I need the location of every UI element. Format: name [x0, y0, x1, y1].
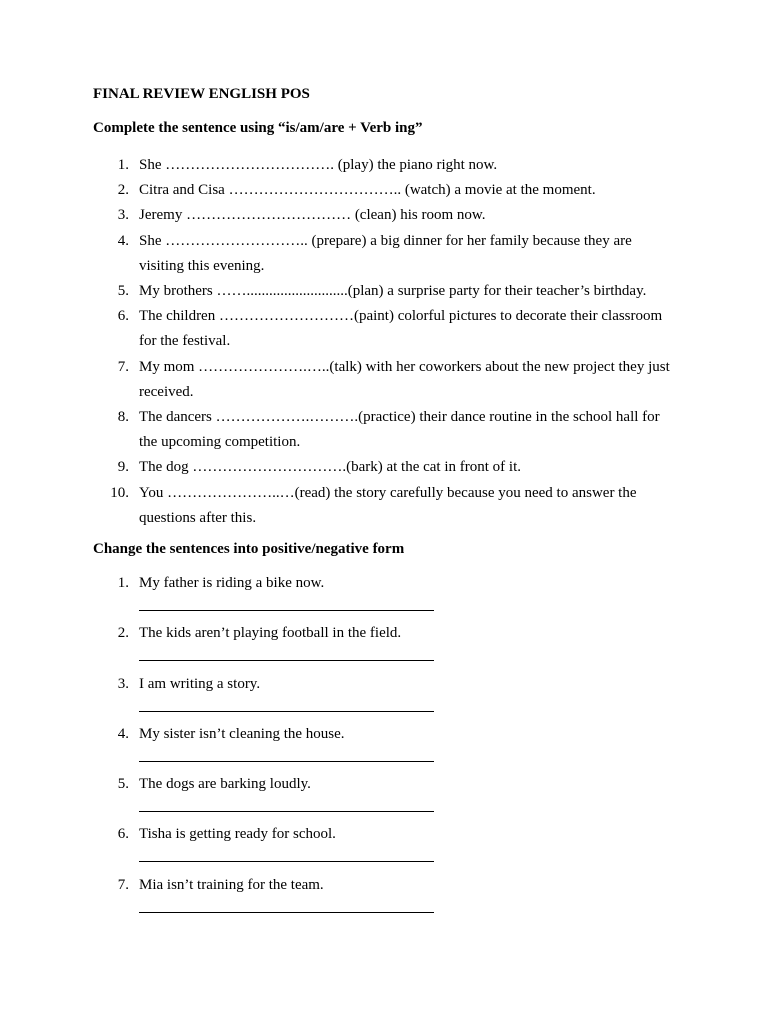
- exercise-item: [0, 304, 768, 354]
- answer-line: [139, 711, 434, 712]
- item-number: 7.: [117, 876, 129, 893]
- item-number: 1.: [117, 157, 129, 173]
- item-number: 4.: [117, 725, 129, 742]
- exercise-item: [0, 355, 768, 405]
- item-number: 7.: [117, 358, 129, 375]
- item-number: 2.: [117, 625, 129, 642]
- item-sentence: The dancers ……………….……….(practice) their dance routine in the school hall for the upcoming competition.: [139, 409, 660, 451]
- item-sentence: The dogs are barking loudly.: [139, 776, 311, 793]
- item-sentence: Jeremy …………………………… (clean) his room now.: [139, 207, 486, 224]
- item-sentence: Mia isn’t training for the team.: [139, 876, 324, 893]
- exercise-item: [0, 229, 768, 279]
- item-sentence: The dog ………………………….(bark) at the cat in front of it.: [139, 459, 522, 476]
- exercise-item: [0, 774, 768, 824]
- item-number: 1.: [117, 575, 129, 591]
- answer-line: [139, 610, 434, 611]
- section-1-heading: Complete the sentence using “is/am/are + Verb ing”: [93, 120, 423, 136]
- item-number: 10.: [110, 484, 129, 501]
- item-number: 4.: [117, 232, 129, 249]
- item-sentence: She ……………………………. (play) the piano right now.: [139, 157, 498, 173]
- transform-exercise-list: [0, 573, 768, 925]
- item-number: 6.: [117, 308, 129, 325]
- section-2-heading: Change the sentences into positive/negative form: [93, 541, 405, 557]
- exercise-item: [0, 178, 768, 203]
- exercise-item: [0, 455, 768, 480]
- answer-line: [139, 912, 434, 913]
- item-number: 3.: [117, 207, 129, 224]
- exercise-item: [0, 405, 768, 455]
- item-sentence: Citra and Cisa …………………………….. (watch) a movie at the moment.: [139, 182, 596, 199]
- item-number: 5.: [117, 283, 129, 300]
- item-sentence: She ……………………….. (prepare) a big dinner for her family because they are visiting this evening.: [139, 232, 632, 274]
- item-number: 8.: [117, 409, 129, 426]
- document-title: FINAL REVIEW ENGLISH POS: [93, 86, 310, 102]
- exercise-item: [0, 623, 768, 673]
- exercise-item: [0, 153, 768, 178]
- item-number: 9.: [117, 459, 129, 476]
- item-sentence: My brothers ……...........................(plan) a surprise party for their teacher’s birthday.: [139, 283, 647, 300]
- item-number: 3.: [117, 675, 129, 692]
- item-sentence: My father is riding a bike now.: [139, 575, 325, 591]
- exercise-item: [0, 674, 768, 724]
- item-number: 5.: [117, 776, 129, 793]
- item-number: 6.: [117, 826, 129, 843]
- item-sentence: I am writing a story.: [139, 675, 261, 692]
- item-sentence: You …………………..…(read) the story carefully because you need to answer the questions after this.: [139, 484, 637, 526]
- exercise-item: [0, 724, 768, 774]
- exercise-item: [0, 573, 768, 623]
- item-sentence: The children ………………………(paint) colorful pictures to decorate their classroom for the festival.: [139, 308, 663, 350]
- exercise-item: [0, 875, 768, 925]
- fill-in-exercise-list: [0, 153, 768, 531]
- exercise-item: [0, 824, 768, 874]
- exercise-item: [0, 481, 768, 531]
- exercise-item: [0, 203, 768, 228]
- answer-line: [139, 811, 434, 812]
- item-number: 2.: [117, 182, 129, 199]
- item-sentence: The kids aren’t playing football in the field.: [139, 625, 402, 642]
- item-sentence: My sister isn’t cleaning the house.: [139, 725, 345, 742]
- answer-line: [139, 861, 434, 862]
- answer-line: [139, 660, 434, 661]
- exercise-item: [0, 279, 768, 304]
- item-sentence: Tisha is getting ready for school.: [139, 826, 336, 843]
- item-sentence: My mom ………………….…..(talk) with her coworkers about the new project they just received.: [139, 358, 670, 400]
- answer-line: [139, 761, 434, 762]
